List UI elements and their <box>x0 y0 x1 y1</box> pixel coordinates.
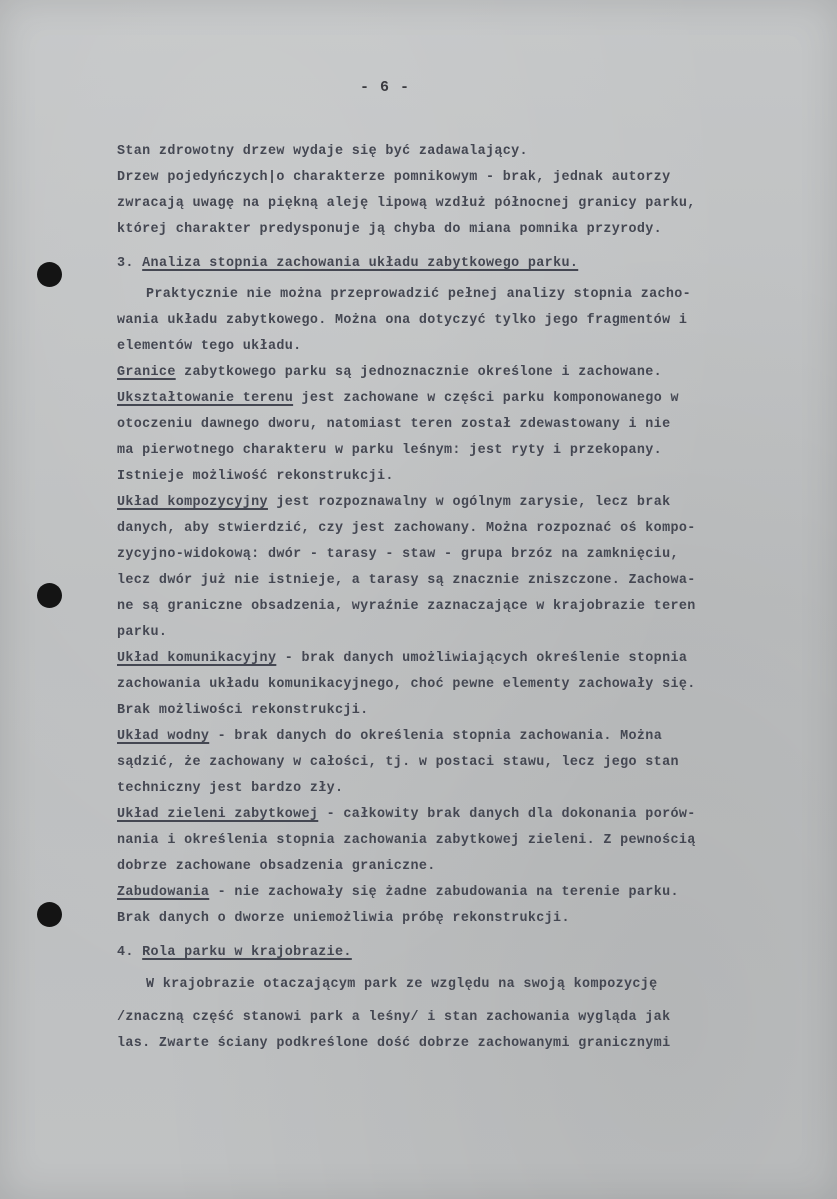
text-line: Istnieje możliwość rekonstrukcji. <box>117 469 394 484</box>
text-line: wania układu zabytkowego. Można ona dotyczyć tylko jego fragmentów i <box>117 313 688 328</box>
text-line: las. Zwarte ściany podkreślone dość dobrze zachowanymi granicznymi <box>117 1036 671 1051</box>
text-line: Układ wodny - brak danych do określenia stopnia zachowania. Można <box>117 729 663 744</box>
text-line: Układ komunikacyjny - brak danych umożliwiających określenie stopnia <box>117 651 688 666</box>
text-line: dobrze zachowane obsadzenia graniczne. <box>117 859 436 874</box>
text-line: Układ kompozycyjny jest rozpoznawalny w ogólnym zarysie, lecz brak <box>117 495 671 510</box>
punch-hole <box>37 902 62 927</box>
text-line: Brak możliwości rekonstrukcji. <box>117 703 369 718</box>
text-line: Drzew pojedyńczych|o charakterze pomnikowym - brak, jednak autorzy <box>117 170 671 185</box>
text-line: techniczny jest bardzo zły. <box>117 781 344 796</box>
text-line: Układ zieleni zabytkowej - całkowity brak danych dla dokonania porów- <box>117 807 696 822</box>
text-line: Zabudowania - nie zachowały się żadne zabudowania na terenie parku. <box>117 885 679 900</box>
text-line: elementów tego układu. <box>117 339 302 354</box>
text-line: parku. <box>117 625 168 640</box>
section-heading: 4. Rola parku w krajobrazie. <box>117 945 352 960</box>
text-line: /znaczną część stanowi park a leśny/ i stan zachowania wygląda jak <box>117 1010 671 1025</box>
text-line: zycyjno-widokową: dwór - tarasy - staw - grupa brzóz na zamknięciu, <box>117 547 679 562</box>
punch-hole <box>37 262 62 287</box>
text-line: sądzić, że zachowany w całości, tj. w postaci stawu, lecz jego stan <box>117 755 679 770</box>
text-line: zachowania układu komunikacyjnego, choć pewne elementy zachowały się. <box>117 677 696 692</box>
page-number: - 6 - <box>359 79 410 96</box>
text-line: otoczeniu dawnego dworu, natomiast teren został zdewastowany i nie <box>117 417 671 432</box>
text-line: zwracają uwagę na piękną aleję lipową wzdłuż północnej granicy parku, <box>117 196 696 211</box>
text-line: lecz dwór już nie istnieje, a tarasy są znacznie zniszczone. Zachowa- <box>117 573 696 588</box>
text-line: ma pierwotnego charakteru w parku leśnym: jest ryty i przekopany. <box>117 443 663 458</box>
text-line: nania i określenia stopnia zachowania zabytkowej zieleni. Z pewnością <box>117 833 696 848</box>
text-line: Brak danych o dworze uniemożliwia próbę rekonstrukcji. <box>117 911 570 926</box>
punch-hole <box>37 583 62 608</box>
text-line: Ukształtowanie terenu jest zachowane w części parku komponowanego w <box>117 391 679 406</box>
text-line: ne są graniczne obsadzenia, wyraźnie zaznaczające w krajobrazie teren <box>117 599 696 614</box>
text-line: Granice zabytkowego parku są jednoznacznie określone i zachowane. <box>117 365 663 380</box>
section-heading: 3. Analiza stopnia zachowania układu zabytkowego parku. <box>117 256 579 271</box>
text-line: której charakter predysponuje ją chyba do miana pomnika przyrody. <box>117 222 663 237</box>
text-line: danych, aby stwierdzić, czy jest zachowany. Można rozpoznać oś kompo- <box>117 521 696 536</box>
text-line: Praktycznie nie można przeprowadzić pełnej analizy stopnia zacho- <box>146 287 692 302</box>
text-line: W krajobrazie otaczającym park ze względu na swoją kompozycję <box>146 977 658 992</box>
text-line: Stan zdrowotny drzew wydaje się być zadawalający. <box>117 144 528 159</box>
